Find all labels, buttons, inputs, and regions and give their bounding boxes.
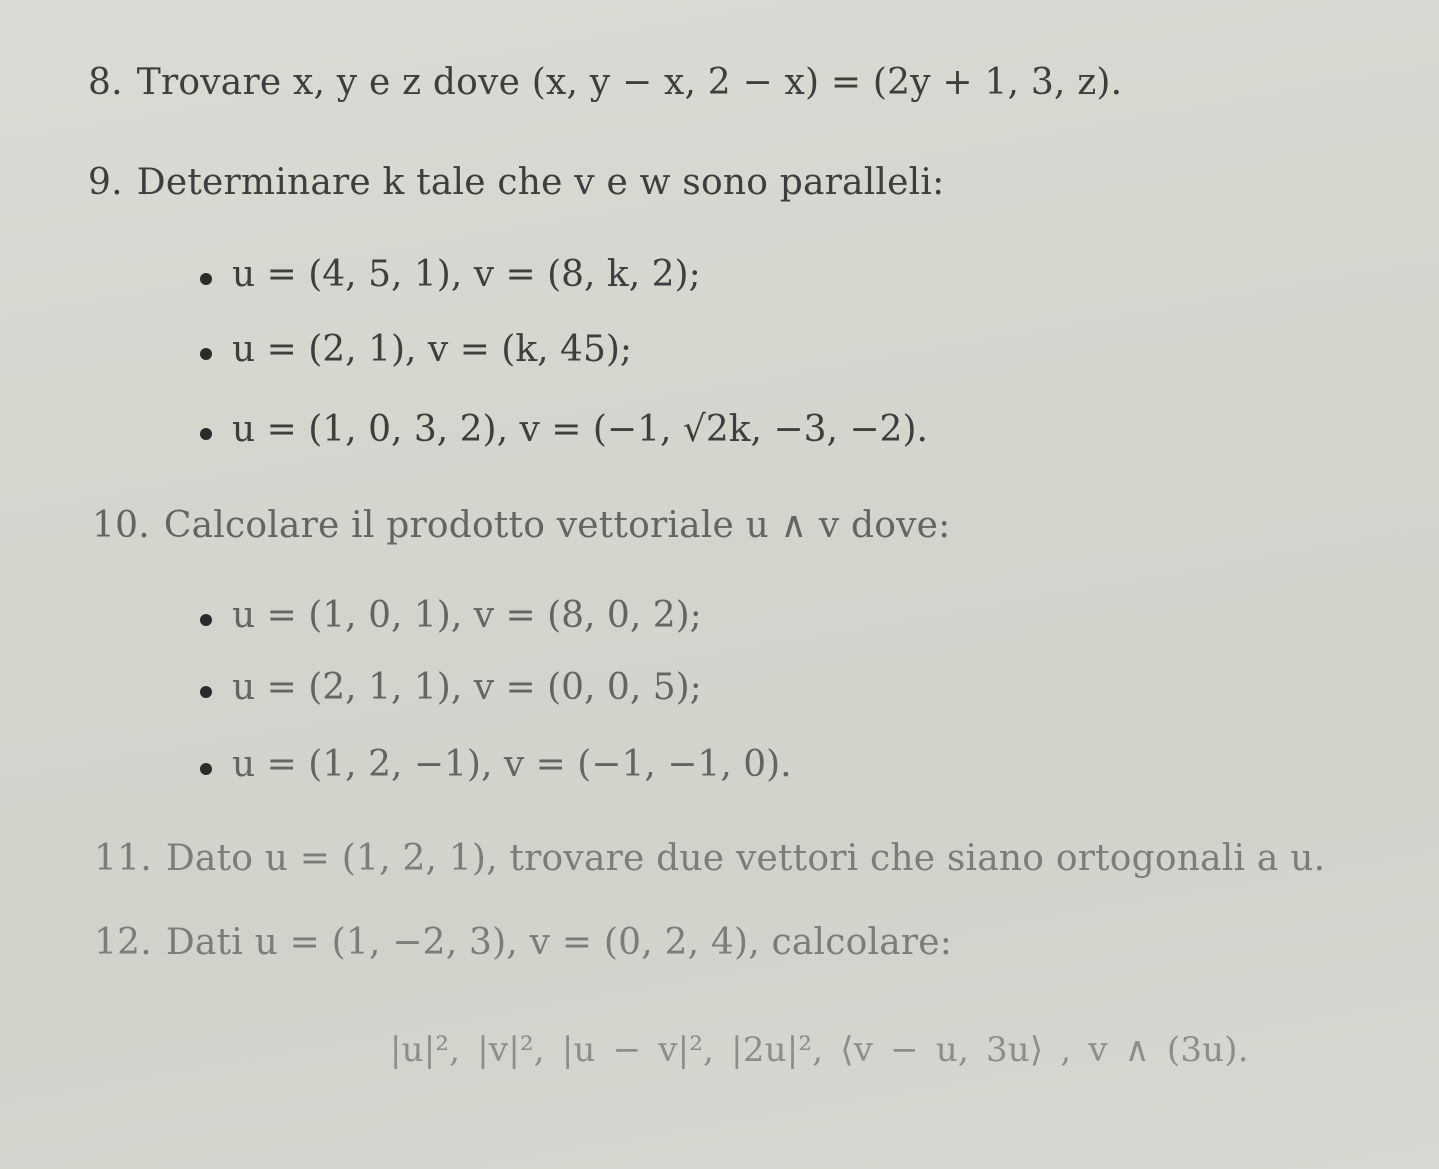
exercise-9 bbox=[88, 162, 944, 203]
exercise-10 bbox=[92, 505, 951, 546]
exercise-number: 10. bbox=[92, 505, 150, 546]
exercise-number: 9. bbox=[88, 162, 123, 203]
exercise-number: 8. bbox=[88, 62, 123, 103]
list-item: u = (2, 1, 1), v = (0, 0, 5); bbox=[232, 667, 702, 708]
exercise-number: 12. bbox=[94, 922, 152, 963]
list-item: u = (1, 0, 1), v = (8, 0, 2); bbox=[232, 595, 702, 636]
bullet-icon bbox=[200, 428, 212, 440]
list-item: u = (1, 2, −1), v = (−1, −1, 0). bbox=[232, 744, 792, 785]
bullet-icon bbox=[200, 273, 212, 285]
exercise-12 bbox=[94, 922, 952, 963]
exercise-8 bbox=[88, 62, 1122, 103]
bullet-icon bbox=[200, 348, 212, 360]
exercise-statement: Dati u = (1, −2, 3), v = (0, 2, 4), calcolare: bbox=[165, 922, 953, 963]
bullet-icon bbox=[200, 614, 212, 626]
bullet-icon bbox=[200, 686, 212, 698]
list-item: u = (4, 5, 1), v = (8, k, 2); bbox=[232, 254, 701, 295]
exercise-11 bbox=[94, 838, 1325, 879]
bullet-icon bbox=[200, 763, 212, 775]
exercise-statement: Calcolare il prodotto vettoriale u ∧ v dove: bbox=[163, 505, 951, 546]
list-item: u = (2, 1), v = (k, 45); bbox=[232, 329, 633, 370]
exercise-statement: Dato u = (1, 2, 1), trovare due vettori che siano ortogonali a u. bbox=[165, 838, 1326, 879]
exercise-number: 11. bbox=[94, 838, 152, 879]
exercise-statement: Determinare k tale che v e w sono paralleli: bbox=[136, 162, 945, 203]
list-item: u = (1, 0, 3, 2), v = (−1, √2k, −3, −2). bbox=[232, 409, 928, 450]
formula-list: |u|², |v|², |u − v|², |2u|², ⟨v − u, 3u⟩ , v ∧ (3u). bbox=[390, 1030, 1249, 1070]
exercise-statement: Trovare x, y e z dove (x, y − x, 2 − x) = (2y + 1, 3, z). bbox=[136, 62, 1123, 103]
